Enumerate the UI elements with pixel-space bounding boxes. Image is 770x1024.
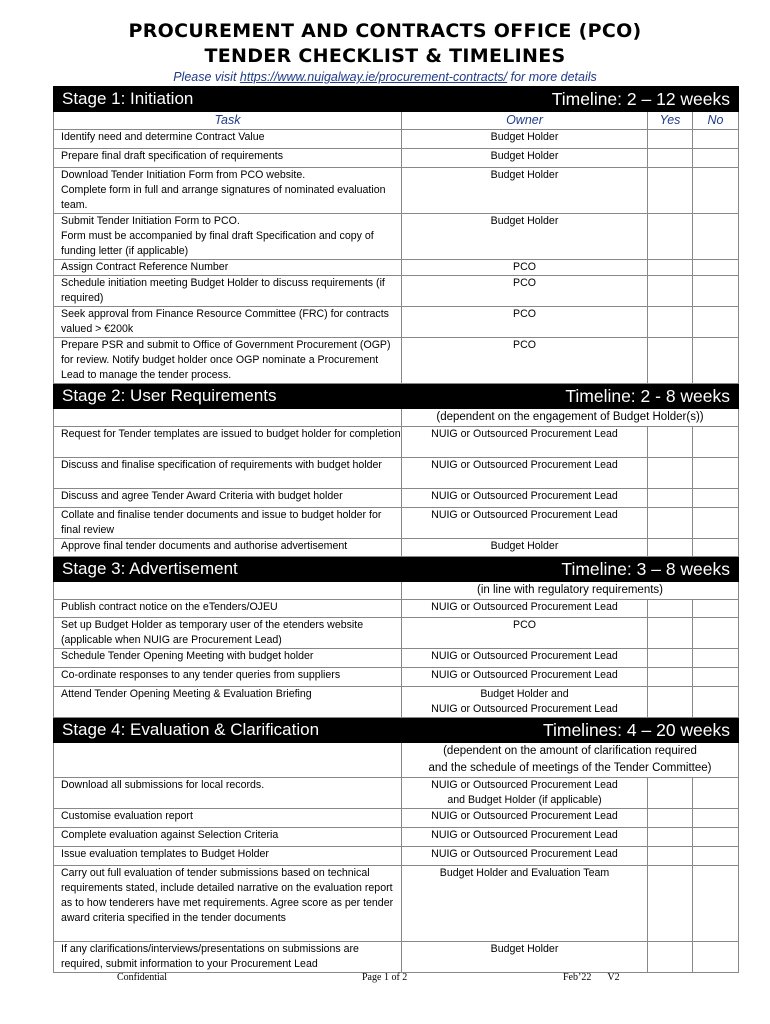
yes-checkbox-cell[interactable] [648,427,693,458]
no-checkbox-cell[interactable] [693,458,739,489]
yes-checkbox-cell[interactable] [648,149,693,168]
no-checkbox-cell[interactable] [693,600,739,618]
stage-title: Stage 3: Advertisement [62,559,238,578]
owner-column-header: Owner [402,112,648,130]
stage-title: Stage 1: Initiation [62,89,194,108]
task-cell: Complete evaluation against Selection Criteria [54,828,402,847]
owner-cell: NUIG or Outsourced Procurement Lead and Budget Holder (if applicable) [402,778,648,809]
task-cell: Discuss and agree Tender Award Criteria with budget holder [54,489,402,508]
no-checkbox-cell[interactable] [693,649,739,668]
yes-checkbox-cell[interactable] [648,214,693,260]
yes-column-header: Yes [648,112,693,130]
yes-checkbox-cell[interactable] [648,130,693,149]
checklist-row [54,338,739,384]
no-checkbox-cell[interactable] [693,847,739,866]
stage-header-row [54,384,739,409]
no-checkbox-cell[interactable] [693,149,739,168]
no-checkbox-cell[interactable] [693,427,739,458]
checklist-row [54,828,739,847]
checklist-row [54,778,739,809]
task-cell: Schedule Tender Opening Meeting with budget holder [54,649,402,668]
owner-cell: Budget Holder and Evaluation Team [402,866,648,942]
checklist-row [54,809,739,828]
checklist-row [54,649,739,668]
owner-cell: NUIG or Outsourced Procurement Lead [402,668,648,687]
task-cell: Carry out full evaluation of tender submissions based on technical requirements stated, include detailed narrative on the evaluation report as to how tenderers have met requirements. Agree score as per tender award criteria specified in the tender documents [54,866,402,942]
no-checkbox-cell[interactable] [693,809,739,828]
note-spacer [54,743,402,778]
owner-cell: NUIG or Outsourced Procurement Lead [402,600,648,618]
checklist-row [54,508,739,539]
stage-note-line: (in line with regulatory requirements) [477,584,663,596]
task-cell: If any clarifications/interviews/presentations on submissions are required, submit information to your Procurement Lead [54,942,402,973]
checklist-row [54,942,739,973]
no-checkbox-cell[interactable] [693,307,739,338]
no-checkbox-cell[interactable] [693,828,739,847]
footer-date: Feb’22 [563,972,592,983]
owner-cell: Budget Holder [402,539,648,557]
owner-cell: PCO [402,260,648,276]
no-checkbox-cell[interactable] [693,778,739,809]
task-cell: Issue evaluation templates to Budget Holder [54,847,402,866]
yes-checkbox-cell[interactable] [648,649,693,668]
task-cell: Download all submissions for local records. [54,778,402,809]
task-cell: Identify need and determine Contract Value [54,130,402,149]
tender-checklist-table [53,86,739,973]
footer-date-version [563,972,620,983]
footer-confidential: Confidential [117,972,167,983]
stage-note-line: and the schedule of meetings of the Tender Committee) [428,762,712,774]
owner-cell: NUIG or Outsourced Procurement Lead [402,828,648,847]
yes-checkbox-cell[interactable] [648,866,693,942]
document-title-line1: PROCUREMENT AND CONTRACTS OFFICE (PCO) [128,20,642,42]
checklist-row [54,260,739,276]
visit-prefix: Please visit [173,70,240,84]
task-cell: Co-ordinate responses to any tender queries from suppliers [54,668,402,687]
owner-cell: NUIG or Outsourced Procurement Lead [402,649,648,668]
yes-checkbox-cell[interactable] [648,458,693,489]
stage-note-row [54,743,739,778]
yes-checkbox-cell[interactable] [648,539,693,557]
yes-checkbox-cell[interactable] [648,489,693,508]
task-cell: Publish contract notice on the eTenders/OJEU [54,600,402,618]
footer-version: V2 [607,972,620,983]
checklist-row [54,130,739,149]
no-checkbox-cell[interactable] [693,668,739,687]
checklist-row [54,168,739,214]
checklist-row [54,149,739,168]
yes-checkbox-cell[interactable] [648,508,693,539]
no-checkbox-cell[interactable] [693,489,739,508]
stage-timeline: Timeline: 3 – 8 weeks [561,559,731,579]
task-cell: Attend Tender Opening Meeting & Evaluation Briefing [54,687,402,718]
checklist-row [54,687,739,718]
checklist-row [54,847,739,866]
task-cell: Customise evaluation report [54,809,402,828]
stage-note-row [54,582,739,600]
yes-checkbox-cell[interactable] [648,942,693,973]
owner-cell: NUIG or Outsourced Procurement Lead [402,847,648,866]
no-checkbox-cell[interactable] [693,618,739,649]
stage-note [402,582,739,600]
task-cell: Prepare PSR and submit to Office of Government Procurement (OGP) for review. Notify budget holder once OGP nominate a Procurement Lead to manage the tender process. [54,338,402,384]
stage-header [54,557,739,582]
yes-checkbox-cell[interactable] [648,307,693,338]
task-cell: Discuss and finalise specification of requirements with budget holder [54,458,402,489]
stage-header [54,718,739,743]
procurement-website-link[interactable]: https://www.nuigalway.ie/procurement-contracts/ [239,70,508,84]
owner-cell: NUIG or Outsourced Procurement Lead [402,489,648,508]
no-checkbox-cell[interactable] [693,214,739,260]
no-checkbox-cell[interactable] [693,260,739,276]
checklist-row [54,458,739,489]
task-cell: Schedule initiation meeting Budget Holder to discuss requirements (if required) [54,276,402,307]
stage-note-line: (dependent on the amount of clarification required [443,745,697,757]
owner-cell: NUIG or Outsourced Procurement Lead [402,508,648,539]
owner-cell: NUIG or Outsourced Procurement Lead [402,427,648,458]
task-cell: Submit Tender Initiation Form to PCO. Form must be accompanied by final draft Specification and copy of funding letter (if applicable) [54,214,402,260]
task-cell: Assign Contract Reference Number [54,260,402,276]
no-checkbox-cell[interactable] [693,539,739,557]
stage-header [54,87,739,112]
task-cell: Request for Tender templates are issued to budget holder for completion [54,427,402,458]
yes-checkbox-cell[interactable] [648,809,693,828]
no-checkbox-cell[interactable] [693,942,739,973]
stage-timeline: Timeline: 2 – 12 weeks [551,89,731,109]
stage-note [402,743,739,778]
checklist-row [54,307,739,338]
stage-note [402,409,739,427]
stage-title: Stage 4: Evaluation & Clarification [62,720,320,739]
owner-cell: PCO [402,307,648,338]
checklist-row [54,600,739,618]
yes-checkbox-cell[interactable] [648,168,693,214]
stage-header-row [54,87,739,112]
no-checkbox-cell[interactable] [693,276,739,307]
visit-note [0,70,770,84]
yes-checkbox-cell[interactable] [648,828,693,847]
owner-cell: Budget Holder [402,149,648,168]
stage-header-row [54,718,739,743]
checklist-row [54,427,739,458]
yes-checkbox-cell[interactable] [648,276,693,307]
no-checkbox-cell[interactable] [693,168,739,214]
no-checkbox-cell[interactable] [693,866,739,942]
task-cell: Prepare final draft specification of requirements [54,149,402,168]
owner-cell: NUIG or Outsourced Procurement Lead [402,809,648,828]
task-cell: Set up Budget Holder as temporary user of the etenders website (applicable when NUIG are Procurement Lead) [54,618,402,649]
no-checkbox-cell[interactable] [693,508,739,539]
owner-cell: PCO [402,618,648,649]
checklist-row [54,214,739,260]
stage-note-row [54,409,739,427]
task-cell: Approve final tender documents and authorise advertisement [54,539,402,557]
no-column-header: No [693,112,739,130]
yes-checkbox-cell[interactable] [648,618,693,649]
no-checkbox-cell[interactable] [693,687,739,718]
document-title-line2: TENDER CHECKLIST & TIMELINES [204,45,566,67]
owner-cell: Budget Holder [402,942,648,973]
yes-checkbox-cell[interactable] [648,338,693,384]
yes-checkbox-cell[interactable] [648,778,693,809]
yes-checkbox-cell[interactable] [648,600,693,618]
checklist-row [54,668,739,687]
footer-page-number: Page 1 of 2 [362,972,408,983]
no-checkbox-cell[interactable] [693,130,739,149]
stage-title: Stage 2: User Requirements [62,386,277,405]
no-checkbox-cell[interactable] [693,338,739,384]
stage-header [54,384,739,409]
owner-cell: PCO [402,338,648,384]
owner-cell: NUIG or Outsourced Procurement Lead [402,458,648,489]
note-spacer [54,409,402,427]
owner-cell: PCO [402,276,648,307]
yes-checkbox-cell[interactable] [648,668,693,687]
checklist-row [54,539,739,557]
visit-suffix: for more details [507,70,597,84]
checklist-row [54,489,739,508]
yes-checkbox-cell[interactable] [648,260,693,276]
task-cell: Download Tender Initiation Form from PCO website. Complete form in full and arrange signatures of nominated evaluation team. [54,168,402,214]
note-spacer [54,582,402,600]
stage-timeline: Timelines: 4 – 20 weeks [542,720,731,740]
checklist-row [54,866,739,942]
owner-cell: Budget Holder [402,130,648,149]
column-header-row [54,112,739,130]
checklist-row [54,276,739,307]
stage-note-line: (dependent on the engagement of Budget Holder(s)) [436,411,704,423]
stage-timeline: Timeline: 2 - 8 weeks [565,386,731,406]
task-cell: Collate and finalise tender documents and issue to budget holder for final review [54,508,402,539]
task-column-header: Task [54,112,402,130]
owner-cell: Budget Holder and NUIG or Outsourced Procurement Lead [402,687,648,718]
owner-cell: Budget Holder [402,214,648,260]
owner-cell: Budget Holder [402,168,648,214]
stage-header-row [54,557,739,582]
checklist-row [54,618,739,649]
yes-checkbox-cell[interactable] [648,847,693,866]
task-cell: Seek approval from Finance Resource Committee (FRC) for contracts valued > €200k [54,307,402,338]
yes-checkbox-cell[interactable] [648,687,693,718]
